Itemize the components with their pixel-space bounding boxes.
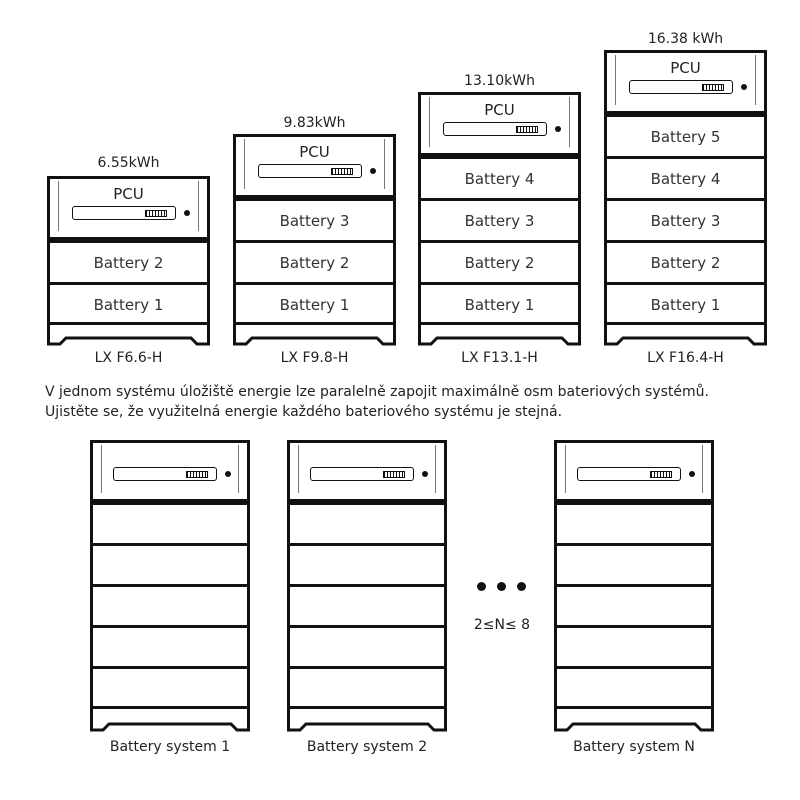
connector-icon	[516, 126, 538, 133]
battery-label: Battery 3	[650, 211, 721, 230]
battery-module	[47, 240, 210, 282]
system-label: Battery system N	[573, 739, 695, 755]
connector-icon	[145, 210, 167, 217]
battery-module	[90, 543, 250, 584]
battery-module	[418, 198, 581, 240]
base-feet	[90, 706, 250, 732]
battery-label: Battery 1	[279, 295, 350, 314]
pcu-display-slot	[113, 467, 217, 481]
note-line-1: V jednom systému úložiště energie lze paralelně zapojit maximálně osm bateriových systémů.	[45, 384, 709, 400]
pcu-label: PCU	[299, 143, 330, 161]
battery-module	[604, 240, 767, 282]
model-label: LX F6.6-H	[94, 350, 163, 366]
energy-label: 9.83kWh	[283, 115, 346, 131]
model-label: LX F16.4-H	[647, 350, 724, 366]
battery-label: Battery 2	[464, 253, 535, 272]
battery-label: Battery 4	[650, 169, 721, 188]
energy-label: 16.38 kWh	[647, 31, 724, 47]
connector-icon	[650, 471, 672, 478]
battery-module	[287, 625, 447, 666]
pcu-display-slot	[72, 206, 176, 220]
pcu-display-slot	[310, 467, 414, 481]
pcu-label: PCU	[670, 59, 701, 77]
model-label: LX F9.8-H	[280, 350, 349, 366]
battery-label: Battery 4	[464, 169, 535, 188]
battery-module	[554, 666, 714, 708]
battery-module	[287, 666, 447, 708]
battery-module	[233, 282, 396, 324]
battery-module	[604, 198, 767, 240]
battery-module	[47, 282, 210, 324]
battery-module	[90, 625, 250, 666]
pcu-module	[418, 92, 581, 156]
battery-module	[287, 543, 447, 584]
battery-module	[604, 282, 767, 324]
energy-label: 6.55kWh	[97, 155, 160, 171]
battery-label: Battery 3	[279, 211, 350, 230]
pcu-module	[287, 440, 447, 502]
system-label: Battery system 2	[306, 739, 428, 755]
pcu-module	[47, 176, 210, 240]
battery-module	[418, 156, 581, 198]
battery-label: Battery 2	[93, 253, 164, 272]
pcu-display-slot	[443, 122, 547, 136]
energy-label: 13.10kWh	[464, 73, 535, 89]
pcu-label: PCU	[484, 101, 515, 119]
pcu-display-slot	[629, 80, 733, 94]
connector-icon	[383, 471, 405, 478]
battery-label: Battery 3	[464, 211, 535, 230]
power-led-icon	[422, 471, 428, 477]
battery-module	[554, 502, 714, 543]
battery-module	[233, 198, 396, 240]
battery-module	[287, 502, 447, 543]
pcu-module	[90, 440, 250, 502]
battery-module	[90, 584, 250, 625]
pcu-module	[604, 50, 767, 114]
battery-module	[554, 625, 714, 666]
pcu-module	[233, 134, 396, 198]
battery-module	[554, 584, 714, 625]
battery-label: Battery 2	[650, 253, 721, 272]
power-led-icon	[225, 471, 231, 477]
battery-module	[554, 543, 714, 584]
battery-module	[604, 114, 767, 156]
note-line-2: Ujistěte se, že využitelná energie každého bateriového systému je stejná.	[45, 404, 563, 420]
battery-label: Battery 5	[650, 127, 721, 146]
base-feet	[287, 706, 447, 732]
power-led-icon	[370, 168, 376, 174]
battery-module	[418, 282, 581, 324]
base-feet	[47, 322, 210, 346]
battery-module	[90, 502, 250, 543]
battery-label: Battery 2	[279, 253, 350, 272]
pcu-display-slot	[577, 467, 681, 481]
battery-module	[287, 584, 447, 625]
battery-label: Battery 1	[464, 295, 535, 314]
base-feet	[554, 706, 714, 732]
power-led-icon	[184, 210, 190, 216]
pcu-module	[554, 440, 714, 502]
battery-label: Battery 1	[650, 295, 721, 314]
battery-module	[233, 240, 396, 282]
power-led-icon	[689, 471, 695, 477]
base-feet	[418, 322, 581, 346]
base-feet	[233, 322, 396, 346]
battery-module	[418, 240, 581, 282]
model-label: LX F13.1-H	[461, 350, 538, 366]
pcu-display-slot	[258, 164, 362, 178]
pcu-label: PCU	[113, 185, 144, 203]
connector-icon	[331, 168, 353, 175]
power-led-icon	[555, 126, 561, 132]
system-label: Battery system 1	[109, 739, 231, 755]
connector-icon	[186, 471, 208, 478]
battery-module	[604, 156, 767, 198]
power-led-icon	[741, 84, 747, 90]
battery-module	[90, 666, 250, 708]
range-label: 2≤N≤ 8	[473, 617, 531, 633]
base-feet	[604, 322, 767, 346]
connector-icon	[702, 84, 724, 91]
battery-label: Battery 1	[93, 295, 164, 314]
